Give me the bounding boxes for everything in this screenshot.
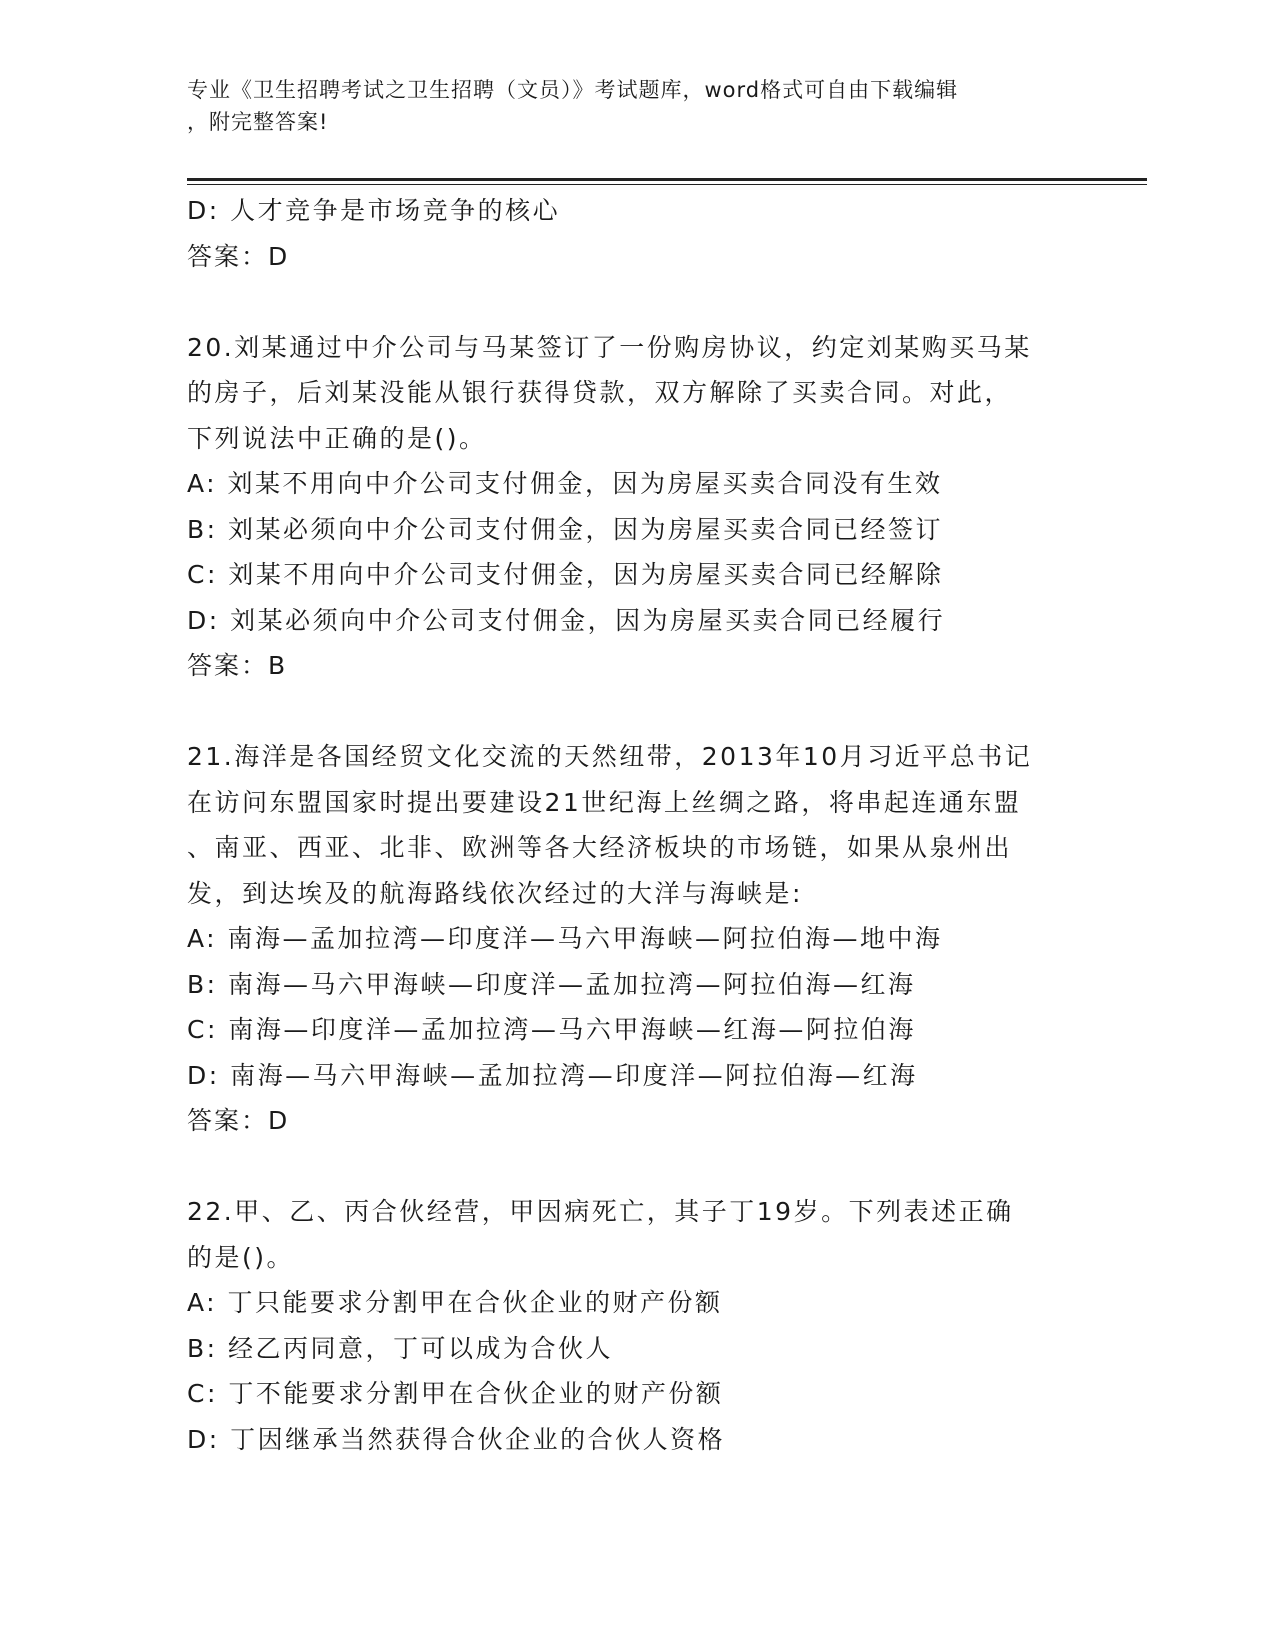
question-20 bbox=[187, 325, 1087, 689]
question-21 bbox=[187, 734, 1087, 1144]
answer-line: 答案：D bbox=[187, 1106, 290, 1135]
answer-line: 答案：D bbox=[187, 241, 290, 271]
question-stem-line: 21.海洋是各国经贸文化交流的天然纽带，2013年10月习近平总书记 bbox=[187, 742, 1033, 771]
question-content bbox=[187, 188, 1087, 1462]
option-c: C: 丁不能要求分割甲在合伙企业的财产份额 bbox=[187, 1379, 724, 1408]
question-stem-line: 20.刘某通过中介公司与马某签订了一份购房协议，约定刘某购买马某 bbox=[187, 332, 1032, 362]
question-stem-line: 在访问东盟国家时提出要建设21世纪海上丝绸之路，将串起连通东盟 bbox=[187, 787, 1022, 817]
option-b: B: 经乙丙同意，丁可以成为合伙人 bbox=[187, 1333, 614, 1363]
option-c: C: 刘某不用向中介公司支付佣金，因为房屋买卖合同已经解除 bbox=[187, 560, 944, 589]
question-stem-line: 22.甲、乙、丙合伙经营，甲因病死亡，其子丁19岁。下列表述正确 bbox=[187, 1197, 1014, 1226]
header-title-line-2: ，附完整答案! bbox=[187, 110, 329, 134]
option-a: A: 丁只能要求分割甲在合伙企业的财产份额 bbox=[187, 1288, 723, 1317]
question-19-tail bbox=[187, 188, 1087, 279]
option-d: D: 南海—马六甲海峡—孟加拉湾—印度洋—阿拉伯海—红海 bbox=[187, 1060, 918, 1090]
spacer bbox=[187, 689, 1087, 735]
spacer bbox=[187, 279, 1087, 325]
header-title-line-1: 专业《卫生招聘考试之卫生招聘（文员）》考试题库，word格式可自由下载编辑 bbox=[187, 78, 959, 102]
answer-line: 答案：B bbox=[187, 651, 288, 680]
question-stem-line: 的房子，后刘某没能从银行获得贷款，双方解除了买卖合同。对此， bbox=[187, 378, 1013, 407]
option-a: A: 南海—孟加拉湾—印度洋—马六甲海峡—阿拉伯海—地中海 bbox=[187, 924, 943, 953]
question-22 bbox=[187, 1189, 1087, 1462]
option-b: B: 刘某必须向中介公司支付佣金，因为房屋买卖合同已经签订 bbox=[187, 514, 944, 544]
header-divider-thick bbox=[187, 178, 1147, 181]
spacer bbox=[187, 1144, 1087, 1190]
option-d: D: 人才竞争是市场竞争的核心 bbox=[187, 196, 561, 225]
question-stem-line: 、南亚、西亚、北非、欧洲等各大经济板块的市场链，如果从泉州出 bbox=[187, 833, 1013, 862]
option-a: A: 刘某不用向中介公司支付佣金，因为房屋买卖合同没有生效 bbox=[187, 469, 943, 498]
option-c: C: 南海—印度洋—孟加拉湾—马六甲海峡—红海—阿拉伯海 bbox=[187, 1015, 916, 1044]
page-header bbox=[187, 74, 1067, 138]
header-divider-thin bbox=[187, 184, 1147, 185]
option-d: D: 刘某必须向中介公司支付佣金，因为房屋买卖合同已经履行 bbox=[187, 605, 946, 635]
question-stem-line: 的是()。 bbox=[187, 1242, 295, 1272]
option-d: D: 丁因继承当然获得合伙企业的合伙人资格 bbox=[187, 1424, 726, 1454]
option-b: B: 南海—马六甲海峡—印度洋—孟加拉湾—阿拉伯海—红海 bbox=[187, 969, 916, 999]
question-stem-line: 下列说法中正确的是()。 bbox=[187, 423, 487, 453]
question-stem-line: 发，到达埃及的航海路线依次经过的大洋与海峡是: bbox=[187, 878, 803, 908]
